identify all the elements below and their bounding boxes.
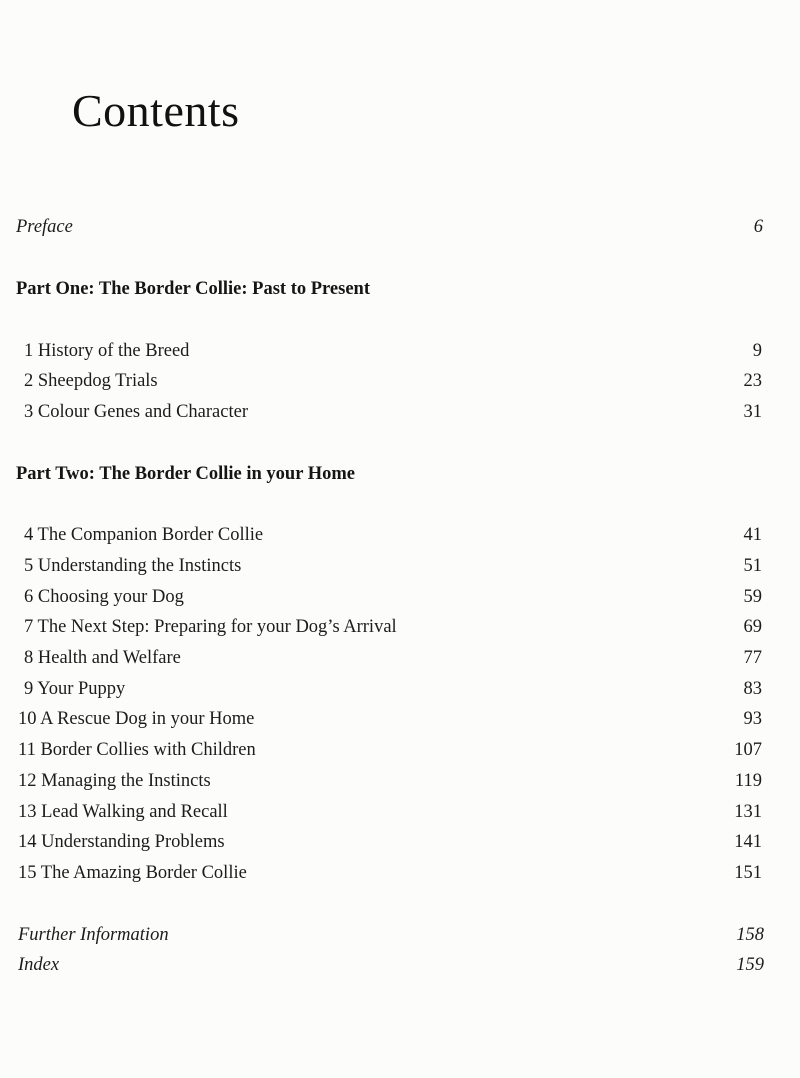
toc-entry-page: 41: [743, 525, 762, 545]
toc-entry-label: Further Information: [18, 925, 169, 945]
toc-entry-page: 77: [743, 648, 762, 668]
toc-entry-label: 5 Understanding the Instincts: [24, 556, 242, 576]
toc-entry-page: 69: [743, 617, 762, 637]
toc-entry-label: 14 Understanding Problems: [18, 832, 225, 852]
toc-entry-label: Index: [18, 955, 60, 975]
toc-entry-chapter-6[interactable]: [0, 584, 800, 610]
toc-entry-page: 141: [734, 832, 762, 852]
toc-entry-page: 83: [743, 679, 762, 699]
toc-entry-page: 31: [743, 402, 762, 422]
toc-entry-label: 12 Managing the Instincts: [18, 771, 211, 791]
toc-entry-chapter-1[interactable]: [0, 338, 800, 364]
toc-entry-page: 119: [734, 771, 762, 791]
toc-entry-chapter-4[interactable]: [0, 522, 800, 548]
toc-entry-index[interactable]: [0, 952, 800, 978]
toc-entry-page: 6: [753, 217, 763, 237]
toc-entry-label: 8 Health and Welfare: [24, 648, 181, 668]
toc-entry-label: 1 History of the Breed: [24, 341, 190, 361]
toc-entry-page: 107: [734, 740, 762, 760]
toc-entry-page: 159: [736, 955, 764, 975]
toc-entry-chapter-14[interactable]: [0, 829, 800, 855]
toc-entry-label: 10 A Rescue Dog in your Home: [18, 709, 255, 729]
toc-entry-chapter-15[interactable]: [0, 860, 800, 886]
toc-entry-label: 6 Choosing your Dog: [24, 587, 184, 607]
toc-entry-chapter-3[interactable]: [0, 399, 800, 425]
toc-entry-page: 151: [734, 863, 762, 883]
toc-entry-chapter-2[interactable]: [0, 368, 800, 394]
toc-entry-chapter-5[interactable]: [0, 553, 800, 579]
part-one-heading: Part One: The Border Collie: Past to Present: [16, 279, 371, 299]
part-two-heading: Part Two: The Border Collie in your Home: [16, 464, 355, 484]
toc-entry-chapter-13[interactable]: [0, 799, 800, 825]
toc-entry-preface[interactable]: [0, 214, 800, 240]
toc-entry-label: 13 Lead Walking and Recall: [18, 802, 228, 822]
toc-entry-label: 7 The Next Step: Preparing for your Dog’s Arrival: [24, 617, 397, 637]
toc-entry-chapter-8[interactable]: [0, 645, 800, 671]
toc-entry-label: 2 Sheepdog Trials: [24, 371, 158, 391]
toc-entry-page: 93: [743, 709, 762, 729]
toc-entry-page: 59: [743, 587, 762, 607]
toc-entry-chapter-9[interactable]: [0, 676, 800, 702]
toc-entry-label: 4 The Companion Border Collie: [24, 525, 264, 545]
toc-entry-chapter-12[interactable]: [0, 768, 800, 794]
toc-entry-label: 11 Border Collies with Children: [18, 740, 256, 760]
toc-entry-label: Preface: [16, 217, 73, 237]
toc-entry-page: 23: [743, 371, 762, 391]
toc-entry-label: 9 Your Puppy: [24, 679, 126, 699]
toc-entry-page: 158: [736, 925, 764, 945]
toc-entry-further-information[interactable]: [0, 922, 800, 948]
toc-entry-chapter-11[interactable]: [0, 737, 800, 763]
toc-entry-chapter-10[interactable]: [0, 706, 800, 732]
page-title: Contents: [72, 85, 240, 136]
toc-entry-page: 51: [743, 556, 762, 576]
toc-entry-page: 131: [734, 802, 762, 822]
toc-entry-page: 9: [752, 341, 762, 361]
toc-entry-chapter-7[interactable]: [0, 614, 800, 640]
toc-entry-label: 3 Colour Genes and Character: [24, 402, 248, 422]
toc-entry-label: 15 The Amazing Border Collie: [18, 863, 247, 883]
